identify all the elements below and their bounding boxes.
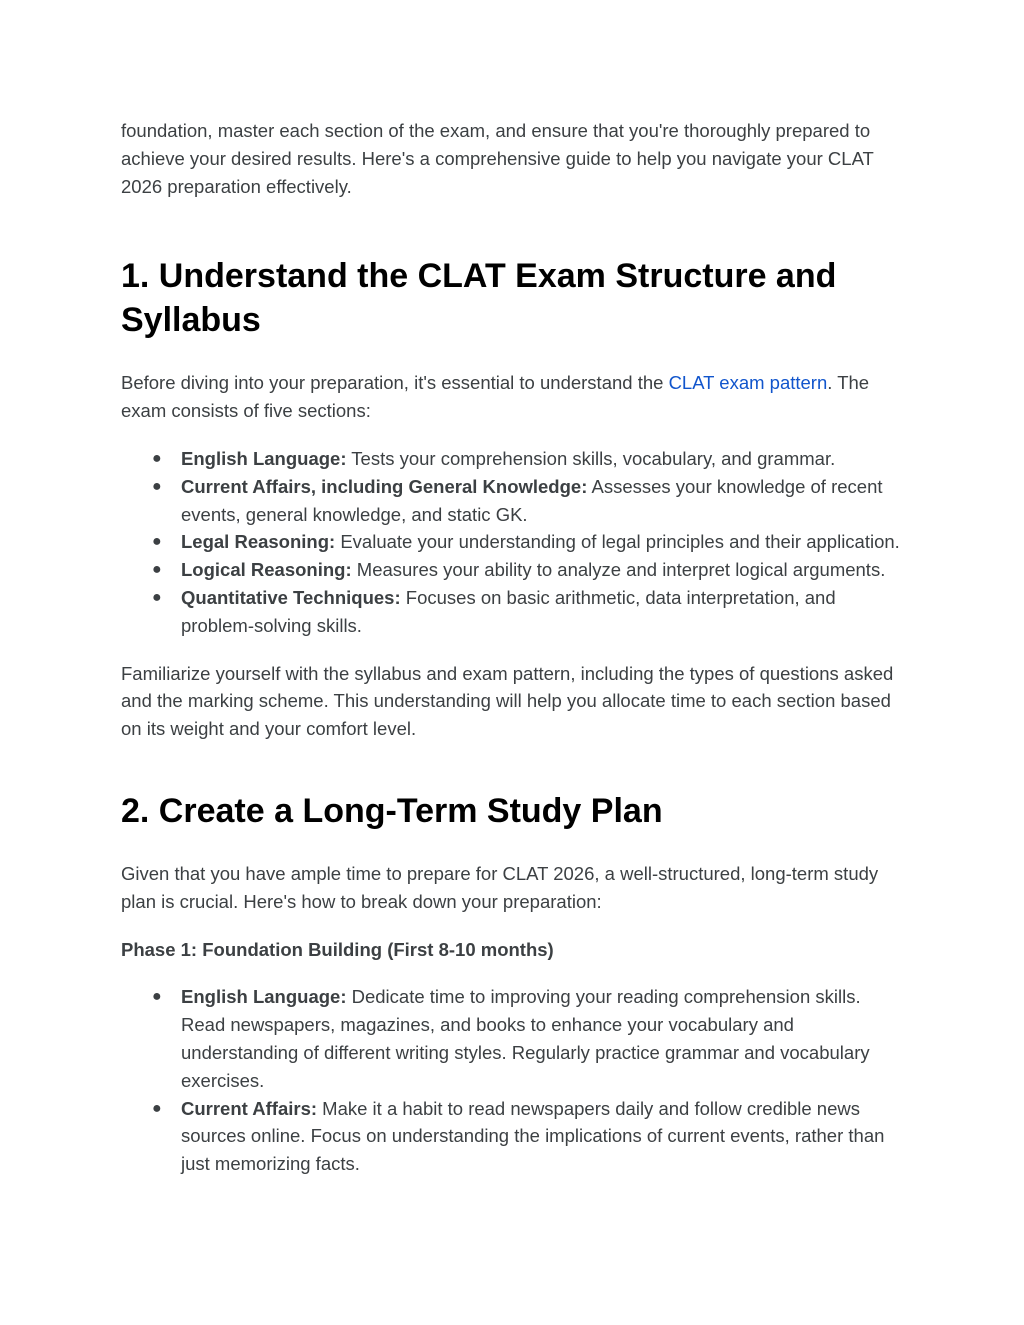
list-item-text: Focuses on basic arithmetic, data interpretation, and problem-solving skills. [181, 586, 836, 636]
list-item-term: Logical Reasoning: [181, 559, 352, 581]
bullet-icon: ● [152, 588, 162, 606]
list-item [121, 584, 906, 640]
bullet-icon: ● [152, 449, 162, 467]
list-item [121, 445, 906, 473]
section-1-lead-before: Before diving into your preparation, it's essential to understand the [121, 372, 669, 394]
section-1-closing: Familiarize yourself with the syllabus and exam pattern, including the types of questions asked and the marking scheme. This understanding will help you allocate time to each section based on its weight and your comfort level. [121, 662, 894, 740]
list-item-term: Quantitative Techniques: [181, 586, 401, 608]
list-item-term: Current Affairs: [181, 1097, 318, 1119]
list-item-text: Assesses your knowledge of recent events, general knowledge, and static GK. [181, 475, 883, 525]
bullet-icon: ● [152, 988, 162, 1006]
list-item-text: Tests your comprehension skills, vocabulary, and grammar. [346, 447, 836, 469]
intro-paragraph: foundation, master each section of the exam, and ensure that you're thoroughly prepared to achieve your desired results. Here's a comprehensive guide to help you navigate your CLAT 2026 preparation effectively. [121, 120, 874, 197]
list-item-term: Legal Reasoning: [181, 531, 336, 553]
bullet-icon: ● [152, 477, 162, 495]
list-item [121, 473, 906, 529]
section-2-heading: 2. Create a Long-Term Study Plan [121, 791, 663, 830]
bullet-icon: ● [152, 1099, 162, 1117]
bullet-icon: ● [152, 533, 162, 551]
list-item-text: Make it a habit to read newspapers daily and follow credible news sources online. Focus on understanding the implications of current events, rather than just memorizing facts. [181, 1097, 885, 1175]
list-item-term: English Language: [181, 447, 347, 469]
document-page [121, 117, 906, 1178]
phase-1-heading: Phase 1: Foundation Building (First 8-10 months) [121, 938, 554, 960]
list-item [121, 1095, 906, 1178]
list-item-text: Measures your ability to analyze and interpret logical arguments. [351, 559, 886, 581]
list-item-term: Current Affairs, including General Knowledge: [181, 475, 588, 497]
section-1-lead-after: . The exam consists of five sections: [121, 372, 870, 422]
list-item-text: Dedicate time to improving your reading comprehension skills. Read newspapers, magazines, and books to enhance your vocabulary and understanding of different writing styles. Regularly practice grammar and vocabulary exercises. [181, 986, 870, 1091]
list-item-text: Evaluate your understanding of legal principles and their application. [335, 531, 900, 553]
clat-exam-pattern-link[interactable]: CLAT exam pattern [668, 372, 828, 394]
exam-sections-list [121, 445, 906, 640]
section-2-lead: Given that you have ample time to prepare for CLAT 2026, a well-structured, long-term study plan is crucial. Here's how to break down your preparation: [121, 862, 879, 912]
list-item-term: English Language: [181, 986, 347, 1008]
section-1-heading: 1. Understand the CLAT Exam Structure and Syllabus [121, 257, 837, 340]
list-item [121, 983, 906, 1094]
section-1-lead [121, 369, 906, 425]
phase-1-list [121, 983, 906, 1178]
bullet-icon: ● [152, 561, 162, 579]
list-item [121, 528, 906, 556]
list-item [121, 556, 906, 584]
